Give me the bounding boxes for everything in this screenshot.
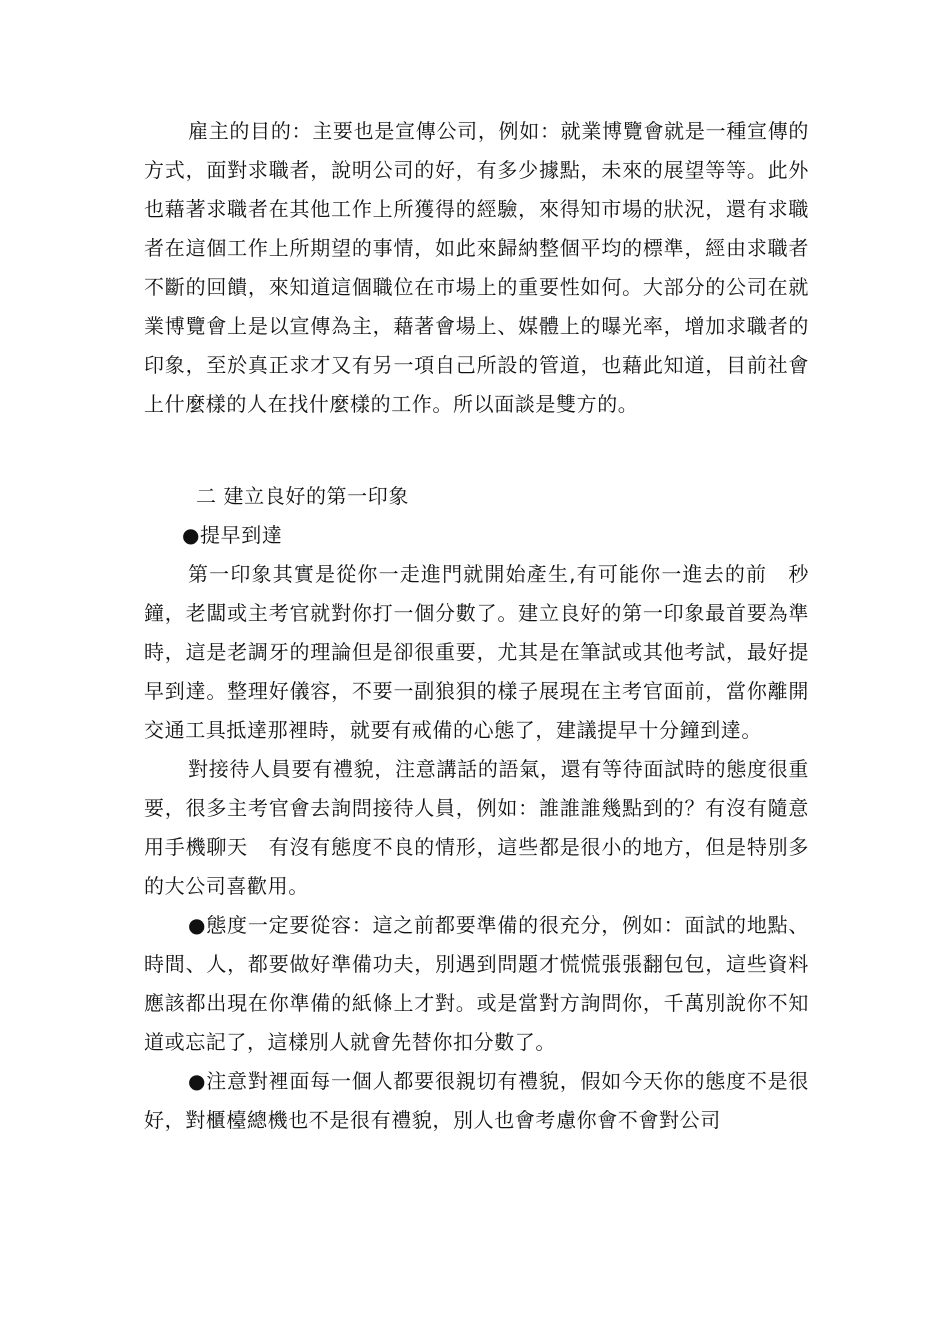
receptionist-courtesy-paragraph: 對接待人員要有禮貌，注意講話的語氣，還有等待面試時的態度很重要，很多主考官會去詢問接待人員，例如：誰誰誰幾點到的？有沒有隨意用手機聊天 有沒有態度不良的情形，這些都是很小的地方，但是特別多的大公司喜歡用。 <box>144 757 809 898</box>
section-spacer <box>144 463 809 477</box>
document-page <box>144 112 809 1140</box>
employer-purpose-paragraph: 雇主的目的：主要也是宣傳公司，例如：就業博覽會就是一種宣傳的方式，面對求職者，說明公司的好，有多少據點，未來的展望等等。此外也藉著求職者在其他工作上所獲得的經驗，來得知市場的狀況，還有求職者在這個工作上所期望的事情，如此來歸納整個平均的標準，經由求職者不斷的回饋，來知道這個職位在市場上的重要性如何。大部分的公司在就業博覽會上是以宣傳為主，藉著會場上、媒體上的曝光率，增加求職者的印象，至於真正求才又有另一項自己所設的管道，也藉此知道，目前社會上什麼樣的人在找什麼樣的工作。所以面談是雙方的。 <box>144 119 809 416</box>
politeness-paragraph: ●注意對裡面每一個人都要很親切有禮貌，假如今天你的態度不是很好，對櫃檯總機也不是很有禮貌，別人也會考慮你會不會對公司 <box>144 1069 809 1132</box>
bullet-title-arrive-early: ●提早到達 <box>182 523 283 547</box>
calm-attitude-paragraph: ●態度一定要從容：這之前都要準備的很充分，例如：面試的地點、時間、人，都要做好準備功夫，別遇到問題才慌慌張張翻包包，這些資料應該都出現在你準備的紙條上才對。或是當對方詢問你，千萬別說你不知道或忘記了，這樣別人就會先替你扣分數了。 <box>144 913 809 1054</box>
first-impression-paragraph: 第一印象其實是從你一走進門就開始產生,有可能你一進去的前 秒鐘，老闆或主考官就對你打一個分數了。建立良好的第一印象最首要為準時，這是老調牙的理論但是卻很重要，尤其是在筆試或其他考試，最好提早到達。整理好儀容，不要一副狼狽的樣子展現在主考官面前，當你離開交通工具抵達那裡時，就要有戒備的心態了，建議提早十分鐘到達。 <box>144 562 809 742</box>
section-spacer <box>144 424 809 463</box>
section-heading: 二 建立良好的第一印象 <box>196 484 409 508</box>
